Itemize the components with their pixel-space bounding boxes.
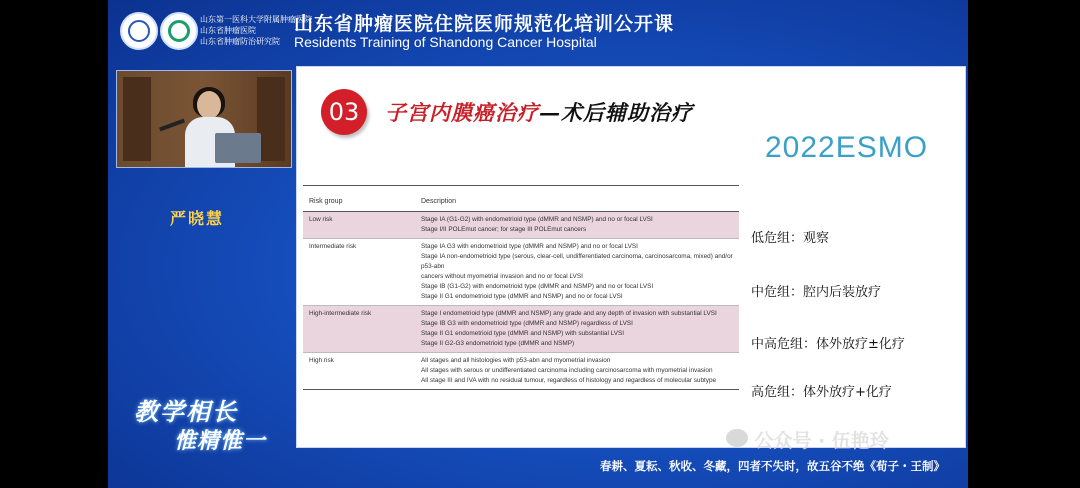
institution-line: 山东省肿瘤防治研究院 bbox=[200, 37, 280, 46]
description-line: Stage II G1 endometrioid type (dMMR and NSMP) and no or focal LVSI bbox=[421, 293, 623, 300]
risk-group-cell: High-intermediate risk bbox=[303, 306, 415, 353]
institution-line: 山东省肿瘤医院 bbox=[200, 26, 256, 35]
description-line: Stage I/II POLEmut cancer; for stage III POLEmut cancers bbox=[421, 226, 587, 233]
column-header-risk-group: Risk group bbox=[303, 186, 415, 212]
description-line: Stage IB G3 with endometrioid type (dMMR and NSMP) regardless of LVSI bbox=[421, 320, 633, 327]
presentation-slide bbox=[296, 66, 966, 448]
laptop-icon bbox=[215, 133, 261, 163]
right-black-bar bbox=[968, 0, 1080, 488]
slide-title-main: 子宫内膜癌治疗 bbox=[385, 100, 539, 125]
table-row bbox=[303, 306, 739, 353]
note-low-risk: 低危组：观察 bbox=[751, 231, 830, 246]
risk-group-cell: Intermediate risk bbox=[303, 239, 415, 306]
slide-title bbox=[385, 97, 693, 127]
section-number-badge: 03 bbox=[321, 89, 367, 135]
speaker-name: 严晓慧 bbox=[170, 209, 225, 228]
description-line: Stage IA (G1-G2) with endometrioid type (dMMR and NSMP) and no or focal LVSI bbox=[421, 216, 653, 223]
course-subtitle: Residents Training of Shandong Cancer Hospital bbox=[294, 34, 597, 50]
description-line: cancers without myometrial invasion and no or focal LVSI bbox=[421, 273, 583, 280]
watermark-text: 公众号 · 伍艳玲 bbox=[754, 430, 889, 452]
description-line: All stages and all histologies with p53-abn and myometrial invasion bbox=[421, 357, 611, 364]
description-line: All stage III and IVA with no residual tumour, regardless of histology and regardless of molecular subtype bbox=[421, 377, 717, 384]
institution-line: 山东第一医科大学附属肿瘤医院 bbox=[200, 15, 312, 24]
left-black-bar bbox=[0, 0, 108, 488]
ticker-text: 春耕、夏耘、秋收、冬藏，四者不失时，故五谷不绝《荀子・王制》 bbox=[600, 459, 945, 473]
slogan bbox=[134, 392, 284, 462]
description-line: Stage I endometrioid type (dMMR and NSMP) any grade and any depth of invasion with substantial LVSI bbox=[421, 310, 717, 317]
header bbox=[108, 0, 968, 58]
speaker-video bbox=[116, 70, 292, 168]
slide-title-rest: —术后辅助治疗 bbox=[539, 100, 693, 125]
description-line: Stage IA G3 with endometrioid type (dMMR and NSMP) and no or focal LVSI bbox=[421, 243, 638, 250]
description-line: Stage IB (G1-G2) with endometrioid type (dMMR and NSMP) and no or focal LVSI bbox=[421, 283, 654, 290]
slogan-line-1: 教学相长 bbox=[134, 397, 238, 426]
risk-group-cell: Low risk bbox=[303, 212, 415, 239]
table-row bbox=[303, 212, 739, 239]
description-cell bbox=[415, 212, 739, 239]
note-intermediate-risk: 中危组：腔内后装放疗 bbox=[751, 285, 882, 300]
university-logo-icon bbox=[120, 12, 158, 50]
risk-group-table bbox=[303, 185, 739, 390]
description-line: All stages with serous or undifferentiated carcinoma including carcinosarcoma with myometrial invasion bbox=[421, 367, 713, 374]
description-cell bbox=[415, 306, 739, 353]
hospital-logo-icon bbox=[160, 12, 198, 50]
table-header-row bbox=[303, 186, 739, 212]
note-high-risk: 高危组：体外放疗+化疗 bbox=[751, 385, 892, 400]
table-row bbox=[303, 353, 739, 390]
watermark bbox=[728, 426, 889, 453]
broadcast-frame bbox=[108, 0, 968, 488]
description-cell bbox=[415, 353, 739, 390]
description-cell bbox=[415, 239, 739, 306]
description-line: Stage II G2-G3 endometrioid type (dMMR and NSMP) bbox=[421, 340, 575, 347]
column-header-description: Description bbox=[415, 186, 739, 212]
course-title: 山东省肿瘤医院住院医师规范化培训公开课 bbox=[294, 13, 675, 35]
table-row bbox=[303, 239, 739, 306]
description-line: Stage IA non-endometrioid type (serous, clear-cell, undifferentiated carcinoma, carcinosarcoma, mixed) and/or p53-abn bbox=[421, 253, 733, 270]
slogan-line-2: 惟精惟一 bbox=[174, 428, 267, 454]
risk-group-cell: High risk bbox=[303, 353, 415, 390]
guideline-source: 2022ESMO bbox=[765, 131, 929, 164]
note-high-intermediate-risk: 中高危组：体外放疗±化疗 bbox=[751, 337, 905, 352]
description-line: Stage II G1 endometrioid type (dMMR and NSMP) with substantial LVSI bbox=[421, 330, 625, 337]
